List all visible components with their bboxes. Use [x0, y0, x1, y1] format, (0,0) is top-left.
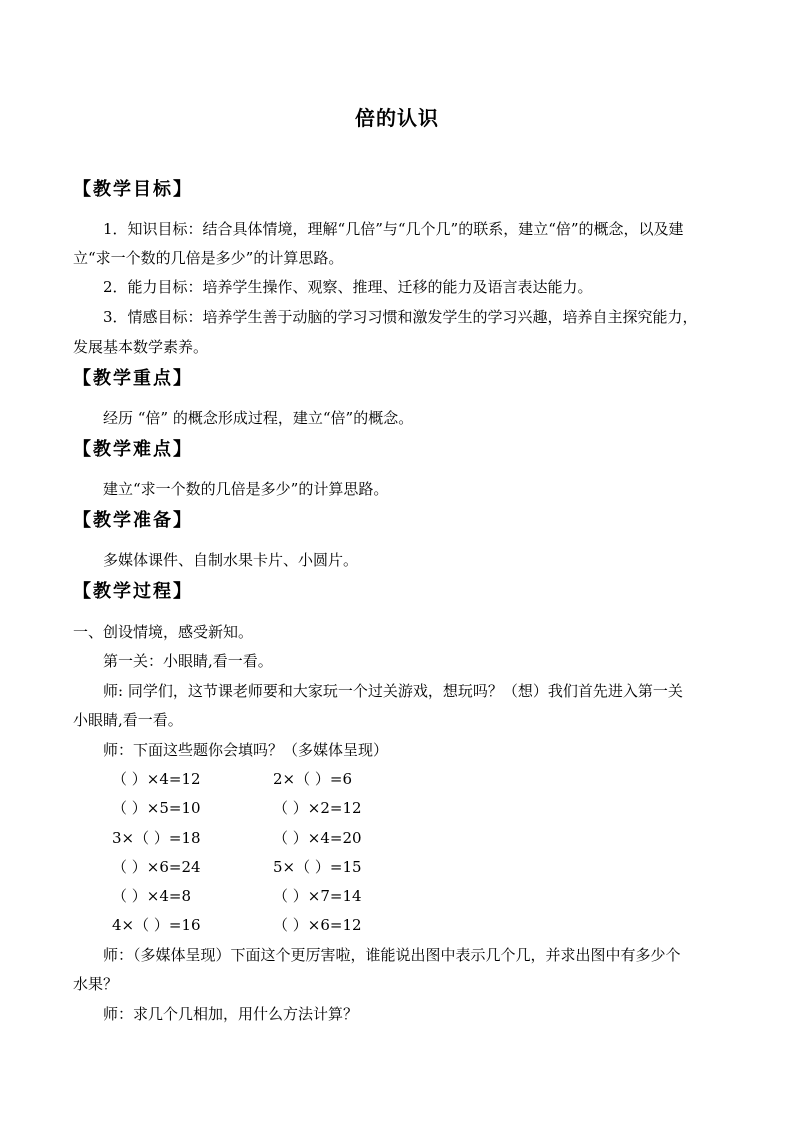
teacher-line: 师: 同学们，这节课老师要和大家玩一个过关游戏，想玩吗？（想）我们首先进入第一关 [103, 682, 683, 700]
difficulty-heading: 【教学难点】 [73, 439, 193, 460]
process-step-1: 一、创设情境，感受新知。 [73, 623, 254, 641]
exercise-item: （ ）×6=24 [112, 858, 201, 876]
exercise-item: 3×（ ）=18 [112, 829, 201, 847]
objective-line: 1．知识目标：结合具体情境，理解“几倍”与“几个几”的联系，建立“倍”的概念，以及建 [103, 220, 684, 238]
exercise-item: （ ）×5=10 [112, 799, 201, 817]
exercise-item: （ ）×7=14 [273, 887, 362, 905]
objective-line: 立“求一个数的几倍是多少”的计算思路。 [73, 249, 344, 267]
exercise-item: 5×（ ）=15 [273, 858, 362, 876]
teacher-line: 小眼睛,看一看。 [73, 711, 183, 729]
objective-line: 3．情感目标：培养学生善于动脑的学习习惯和激发学生的学习兴趣，培养自主探究能力， [103, 308, 698, 326]
difficulty-text: 建立“求一个数的几倍是多少”的计算思路。 [103, 480, 389, 498]
preparation-text: 多媒体课件、自制水果卡片、小圆片。 [103, 551, 359, 569]
exercise-item: （ ）×2=12 [273, 799, 362, 817]
exercise-item: （ ）×4=20 [273, 829, 362, 847]
process-heading: 【教学过程】 [73, 581, 193, 602]
exercise-item: 4×（ ）=16 [112, 916, 201, 934]
exercise-item: （ ）×6=12 [273, 916, 362, 934]
exercise-item: （ ）×4=8 [112, 887, 191, 905]
level-1-line: 第一关：小眼睛,看一看。 [103, 652, 273, 670]
teacher-line: 师：求几个几相加，用什么方法计算？ [103, 1005, 359, 1023]
preparation-heading: 【教学准备】 [73, 510, 193, 531]
teacher-line: 师：（多媒体呈现）下面这个更厉害啦，谁能说出图中表示几个几，并求出图中有多少个 [103, 946, 681, 964]
teacher-line: 水果？ [73, 975, 119, 993]
document-title: 倍的认识 [355, 106, 439, 130]
teacher-line: 师：下面这些题你会填吗？（多媒体呈现） [103, 741, 389, 759]
objective-line: 发展基本数学素养。 [73, 338, 209, 356]
objectives-heading: 【教学目标】 [73, 179, 193, 200]
exercise-item: （ ）×4=12 [112, 770, 201, 788]
objective-line: 2．能力目标：培养学生操作、观察、推理、迁移的能力及语言表达能力。 [103, 278, 593, 296]
exercise-item: 2×（ ）=6 [273, 770, 352, 788]
key-point-text: 经历 “倍” 的概念形成过程，建立“倍”的概念。 [103, 409, 414, 427]
key-point-heading: 【教学重点】 [73, 368, 193, 389]
